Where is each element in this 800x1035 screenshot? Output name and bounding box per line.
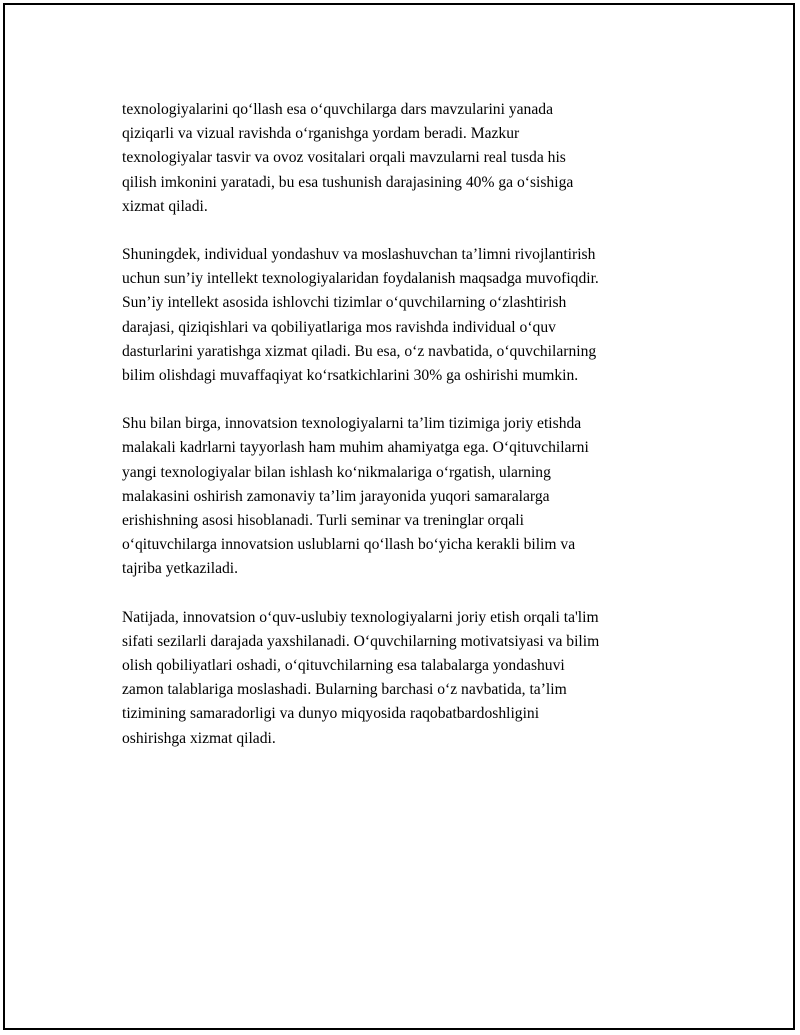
text-line: uchun sun’iy intellekt texnologiyalaridan foydalanish maqsadga muvofiqdir. — [122, 270, 599, 288]
text-line: tizimining samaradorligi va dunyo miqyosida raqobatbardoshligini — [122, 705, 540, 723]
text-line: tajriba yetkaziladi. — [122, 560, 239, 578]
text-line: zamon talablariga moslashadi. Bularning barchasi o‘z navbatida, ta’lim — [122, 681, 567, 699]
text-line: dasturlarini yaratishga xizmat qiladi. Bu esa, o‘z navbatida, o‘quvchilarning — [122, 342, 597, 360]
paragraph-3 — [122, 412, 692, 581]
page-frame — [3, 3, 795, 1030]
text-line: yangi texnologiyalar bilan ishlash ko‘nikmalariga o‘rgatish, ularning — [122, 463, 551, 481]
paragraph-4 — [122, 606, 692, 751]
text-line: erishishning asosi hisoblanadi. Turli seminar va treninglar orqali — [122, 512, 524, 530]
page-content — [122, 98, 692, 775]
text-line: texnologiyalar tasvir va ovoz vositalari orqali mavzularni real tusda his — [122, 149, 566, 167]
text-line: malakali kadrlarni tayyorlash ham muhim ahamiyatga ega. O‘qituvchilarni — [122, 439, 589, 457]
text-line: darajasi, qiziqishlari va qobiliyatlariga mos ravishda individual o‘quv — [122, 318, 556, 336]
text-line: sifati sezilarli darajada yaxshilanadi. O‘quvchilarning motivatsiyasi va bilim — [122, 632, 600, 650]
text-line: Shu bilan birga, innovatsion texnologiyalarni ta’lim tizimiga joriy etishda — [122, 415, 582, 433]
paragraph-2 — [122, 243, 692, 388]
text-line: o‘qituvchilarga innovatsion uslublarni qo‘llash bo‘yicha kerakli bilim va — [122, 536, 576, 554]
text-line: malakasini oshirish zamonaviy ta’lim jarayonida yuqori samaralarga — [122, 487, 550, 505]
text-line: qilish imkonini yaratadi, bu esa tushunish darajasining 40% ga o‘sishiga — [122, 173, 574, 191]
text-line: Shuningdek, individual yondashuv va moslashuvchan ta’limni rivojlantirish — [122, 246, 596, 264]
text-line: qiziqarli va vizual ravishda o‘rganishga yordam beradi. Mazkur — [122, 125, 520, 143]
text-line: bilim olishdagi muvaffaqiyat ko‘rsatkichlarini 30% ga oshirishi mumkin. — [122, 367, 579, 385]
text-line: olish qobiliyatlari oshadi, o‘qituvchilarning esa talabalarga yondashuvi — [122, 657, 565, 675]
paragraph-1 — [122, 98, 692, 219]
text-line: Natijada, innovatsion o‘quv-uslubiy texnologiyalarni joriy etish orqali ta'lim — [122, 608, 599, 626]
text-line: Sun’iy intellekt asosida ishlovchi tizimlar o‘quvchilarning o‘zlashtirish — [122, 294, 567, 312]
text-line: oshirishga xizmat qiladi. — [122, 729, 276, 747]
text-line: xizmat qiladi. — [122, 197, 208, 215]
text-line: texnologiyalarini qo‘llash esa o‘quvchilarga dars mavzularini yanada — [122, 101, 553, 118]
